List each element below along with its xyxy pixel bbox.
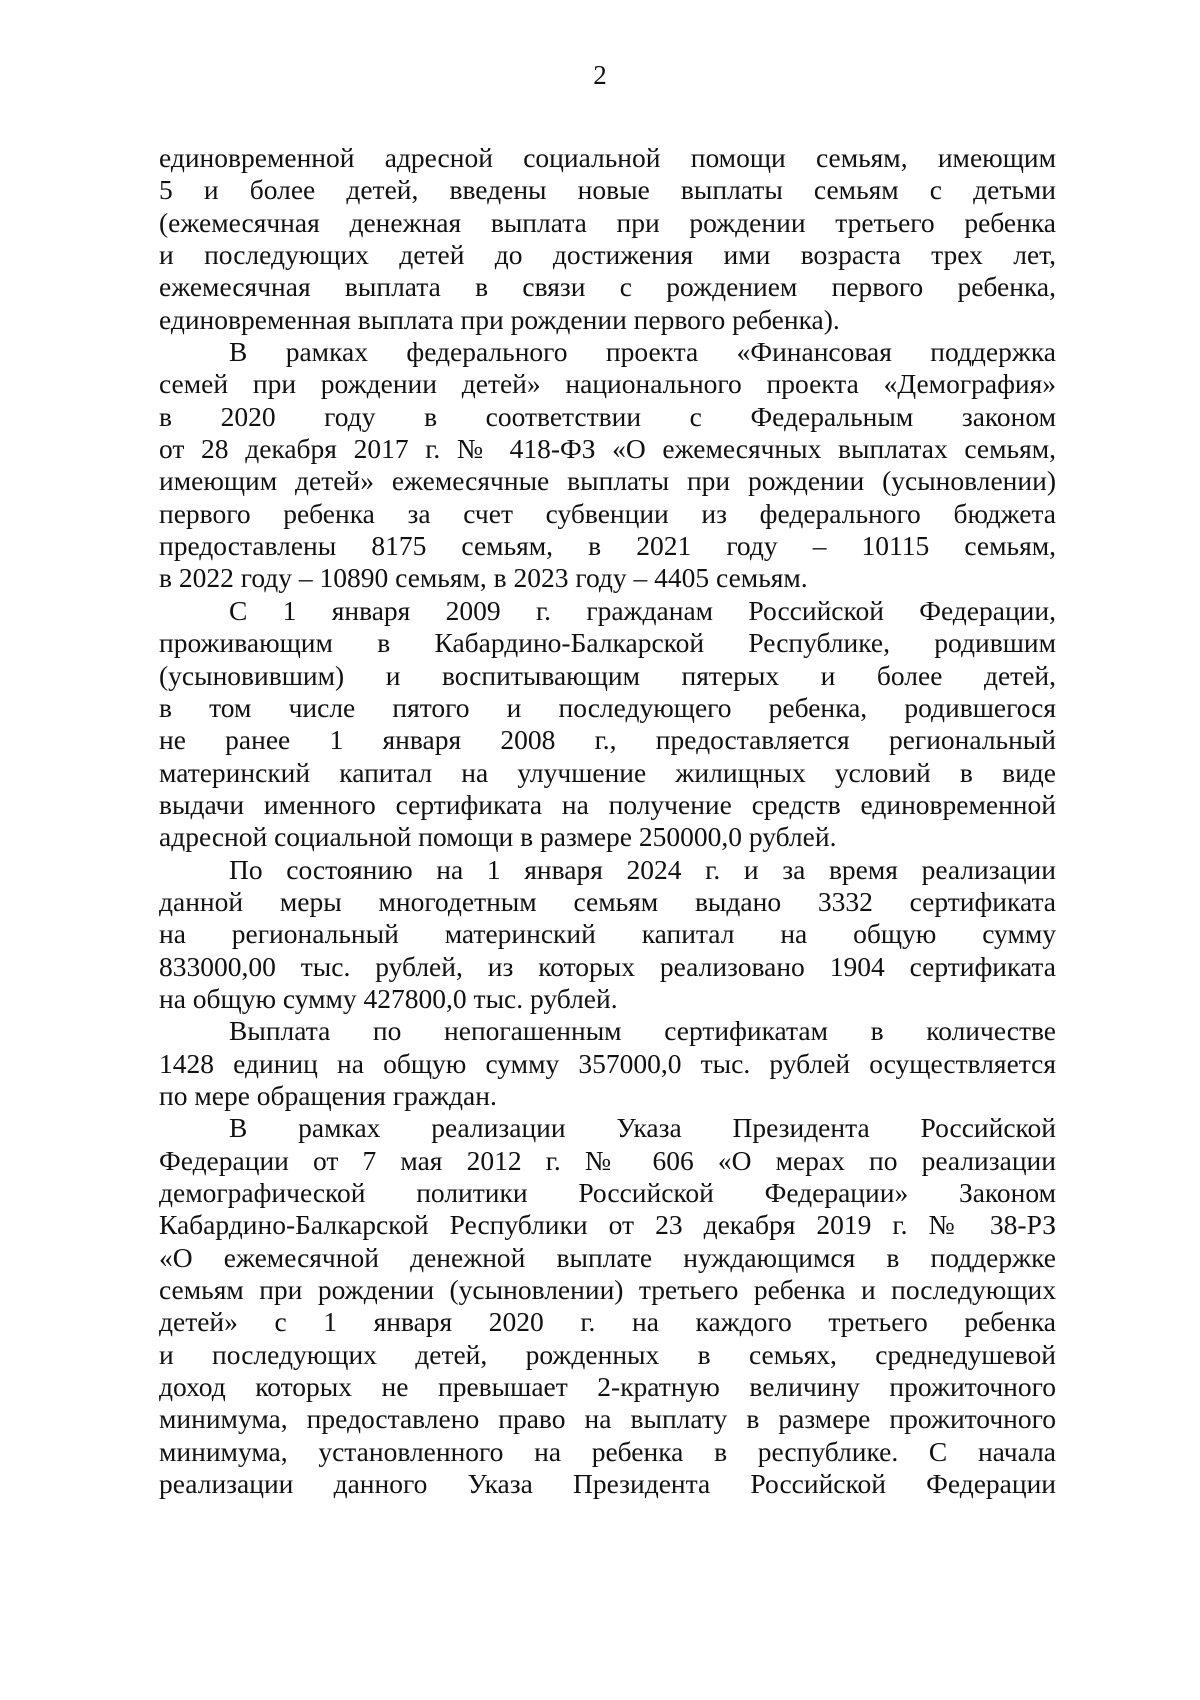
text-line: По состоянию на 1 января 2024 г. и за время реализации	[229, 853, 1056, 885]
text-line: материнский капитал на улучшение жилищных условий в виде	[159, 756, 1056, 788]
text-line: «О ежемесячной денежной выплате нуждающимся в поддержке	[159, 1241, 1056, 1273]
text-line: адресной социальной помощи в размере 250000,0 рублей.	[159, 821, 837, 853]
text-line: 833000,00 тыс. рублей, из которых реализовано 1904 сертификата	[159, 950, 1056, 982]
text-line: проживающим в Кабардино-Балкарской Республике, родившим	[159, 627, 1056, 659]
text-line: минимума, установленного на ребенка в республике. С начала	[159, 1435, 1056, 1467]
text-line: в 2020 году в соответствии с Федеральным законом	[159, 400, 1056, 432]
text-line: на региональный материнский капитал на общую сумму	[159, 918, 1056, 950]
text-line: детей» с 1 января 2020 г. на каждого третьего ребенка	[159, 1306, 1056, 1338]
text-line: предоставлены 8175 семьям, в 2021 году – 10115 семьям,	[159, 530, 1056, 562]
text-line: реализации данного Указа Президента Российской Федерации	[159, 1468, 1056, 1500]
text-line: в 2022 году – 10890 семьям, в 2023 году – 4405 семьям.	[159, 562, 808, 594]
text-line: демографической политики Российской Федерации» Законом	[159, 1177, 1056, 1208]
text-line: и последующих детей до достижения ими возраста трех лет,	[159, 239, 1056, 271]
text-line: данной меры многодетным семьям выдано 3332 сертификата	[159, 885, 1056, 917]
text-line: в том числе пятого и последующего ребенка, родившегося	[159, 691, 1056, 723]
text-line: (усыновившим) и воспитывающим пятерых и более детей,	[159, 659, 1056, 691]
text-line: выдачи именного сертификата на получение средств единовременной	[159, 788, 1056, 820]
text-line: 5 и более детей, введены новые выплаты семьям с детьми	[159, 174, 1056, 206]
text-line: первого ребенка за счет субвенции из федерального бюджета	[159, 497, 1056, 529]
text-line: (ежемесячная денежная выплата при рождении третьего ребенка	[159, 206, 1056, 238]
text-line: С 1 января 2009 г. гражданам Российской Федерации,	[229, 594, 1056, 626]
text-line: Выплата по непогашенным сертификатам в количестве	[229, 1015, 1056, 1047]
text-line: не ранее 1 января 2008 г., предоставляется региональный	[159, 724, 1056, 756]
text-line: Федерации от 7 мая 2012 г. № 606 «О мерах по реализации	[159, 1144, 1056, 1176]
text-line: семей при рождении детей» национального проекта «Демография»	[159, 368, 1056, 400]
text-line: на общую сумму 427800,0 тыс. рублей.	[159, 982, 618, 1014]
text-line: 1428 единиц на общую сумму 357000,0 тыс. рублей осуществляется	[159, 1047, 1056, 1079]
text-line: семьям при рождении (усыновлении) третьего ребенка и последующих	[159, 1274, 1056, 1306]
text-line: ежемесячная выплата в связи с рождением первого ребенка,	[159, 271, 1056, 303]
text-line: по мере обращения граждан.	[159, 1079, 497, 1111]
text-line: единовременной адресной социальной помощи семьям, имеющим	[159, 142, 1056, 173]
page-number: 2	[593, 60, 607, 90]
body-text	[159, 142, 1056, 1500]
text-line: Кабардино-Балкарской Республики от 23 декабря 2019 г. № 38-РЗ	[159, 1209, 1056, 1241]
text-line: и последующих детей, рожденных в семьях, среднедушевой	[159, 1338, 1056, 1370]
text-line: минимума, предоставлено право на выплату в размере прожиточного	[159, 1403, 1056, 1435]
text-line: доход которых не превышает 2-кратную величину прожиточного	[159, 1371, 1056, 1403]
text-line: от 28 декабря 2017 г. № 418-ФЗ «О ежемесячных выплатах семьям,	[159, 433, 1056, 465]
text-line: единовременная выплата при рождении первого ребенка).	[159, 303, 840, 335]
text-line: В рамках федерального проекта «Финансовая поддержка	[229, 336, 1056, 368]
text-line: В рамках реализации Указа Президента Российской	[229, 1112, 1056, 1144]
text-line: имеющим детей» ежемесячные выплаты при рождении (усыновлении)	[159, 465, 1056, 497]
